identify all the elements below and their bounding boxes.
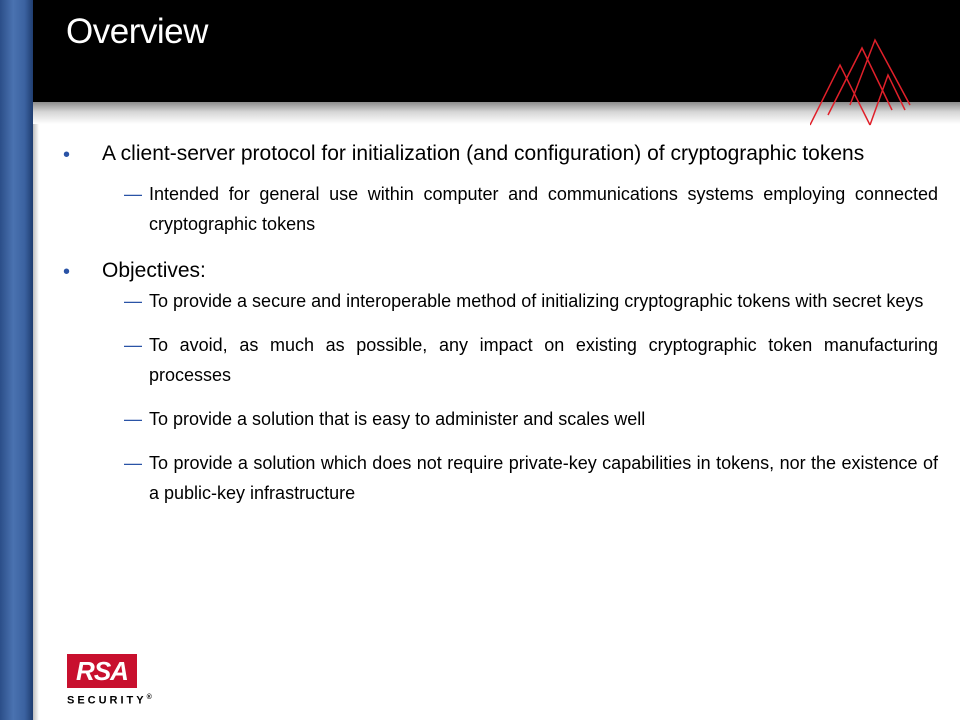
bullet-dot: • [63, 144, 71, 166]
sub-text: To provide a secure and interoperable method of initializing cryptographic tokens with secret keys [149, 291, 924, 311]
sub-item [102, 179, 938, 239]
left-bar-shadow [33, 100, 39, 720]
sub-item [102, 448, 938, 508]
sub-text: To provide a solution that is easy to administer and scales well [149, 409, 646, 429]
sub-dash: — [124, 184, 142, 204]
bullet-item [60, 259, 938, 508]
sub-dash: — [124, 291, 142, 311]
bullet-text: A client-server protocol for initialization (and configuration) of cryptographic tokens [102, 142, 865, 165]
rsa-security-logo [67, 654, 152, 710]
slide-content [60, 142, 938, 522]
sub-dash: — [124, 409, 142, 429]
logo-subtitle-text: SECURITY [67, 694, 147, 707]
trademark-symbol: ® [146, 694, 152, 701]
logo-subtitle [67, 694, 152, 707]
sub-item [102, 330, 938, 390]
bullet-item [60, 142, 938, 239]
sub-dash: — [124, 453, 142, 473]
logo-mark: RSA [76, 655, 128, 686]
sub-text: Intended for general use within computer and communications systems employing connected cryptographic tokens [149, 184, 938, 234]
slide-title: Overview [66, 12, 208, 51]
sub-dash: — [124, 335, 142, 355]
sub-text: To avoid, as much as possible, any impact on existing cryptographic token manufacturing processes [149, 335, 938, 385]
sub-list [102, 179, 938, 239]
sub-item [102, 404, 938, 434]
sub-text: To provide a solution which does not require private-key capabilities in tokens, nor the existence of a public-key infrastructure [149, 453, 938, 503]
sub-list [102, 286, 938, 508]
logo-box [67, 654, 137, 688]
sub-item [102, 286, 938, 316]
bullet-text: Objectives: [102, 259, 206, 282]
bullet-dot: • [63, 261, 71, 283]
mountain-peaks-graphic [810, 30, 960, 130]
left-accent-bar [0, 0, 33, 720]
